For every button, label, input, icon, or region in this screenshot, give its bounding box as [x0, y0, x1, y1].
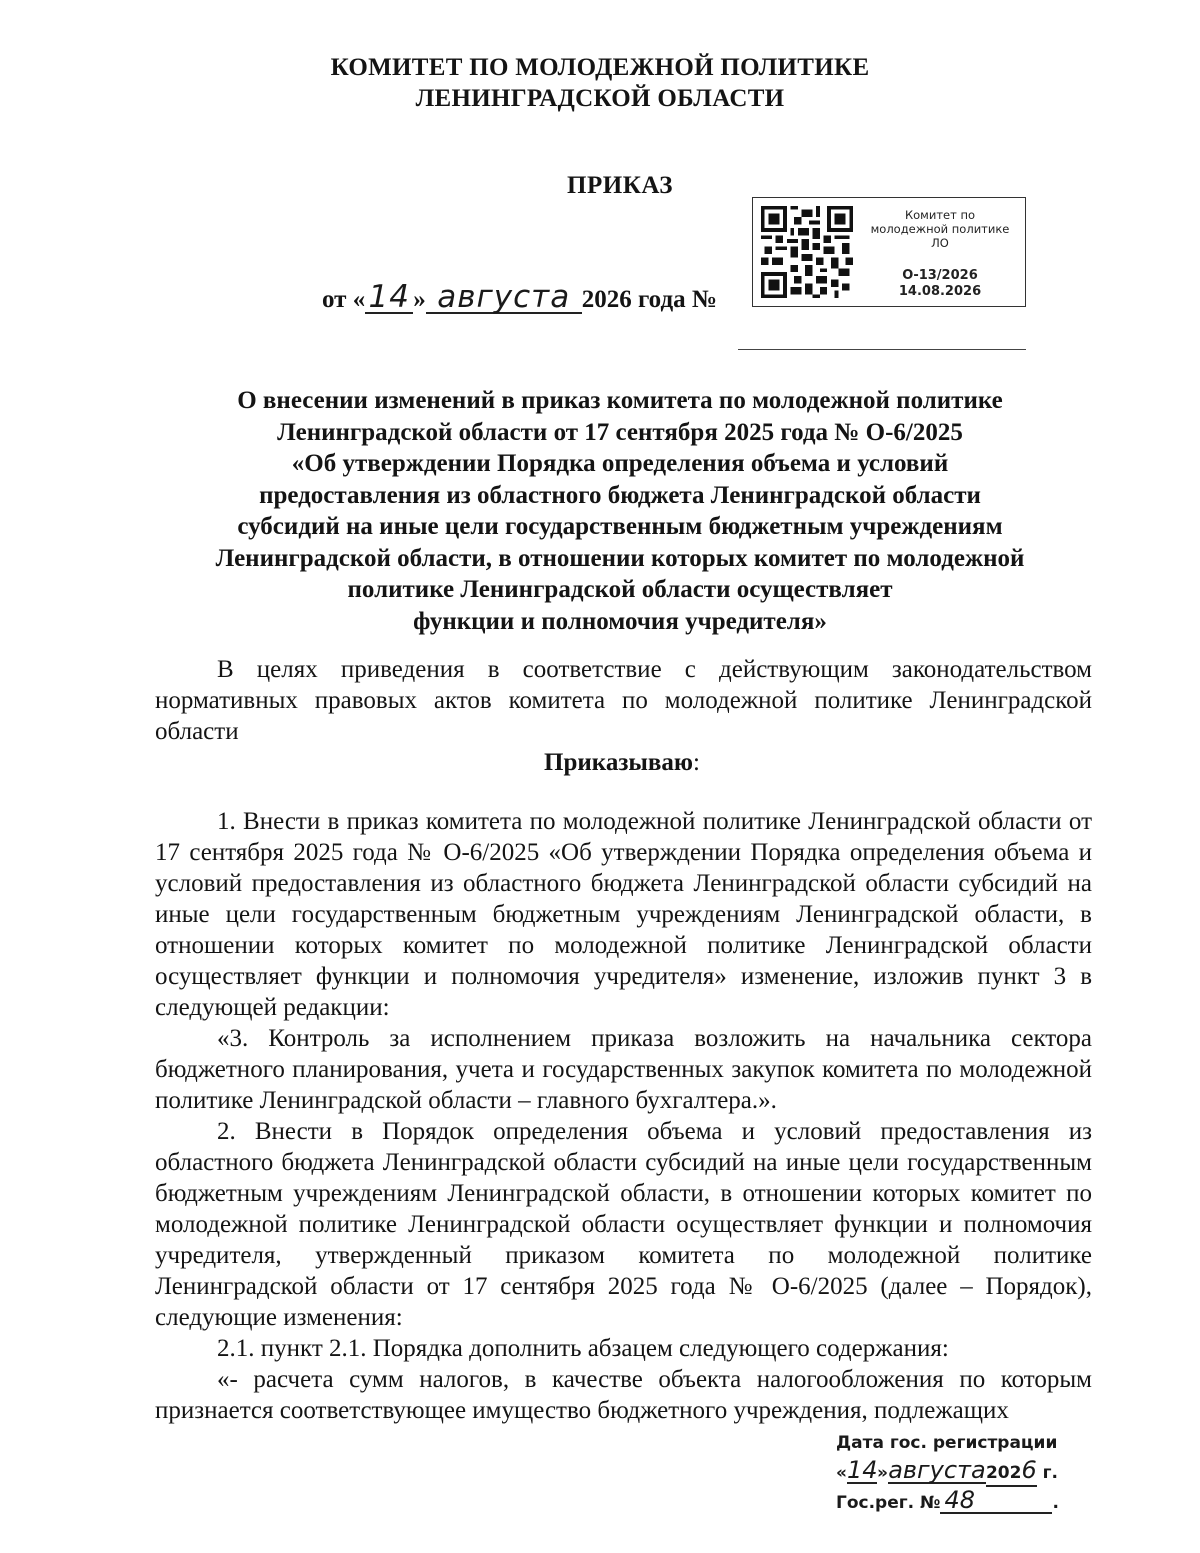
title-line: Ленинградской области от 17 сентября 2025 года № О-6/2025	[277, 418, 963, 446]
stamp-org-line-2: молодежной политике	[870, 222, 1010, 236]
issuer-line-1: КОМИТЕТ ПО МОЛОДЕЖНОЙ ПОЛИТИКЕ	[330, 54, 870, 81]
title-line: субсидий на иные цели государственным бюджетным учреждениям	[237, 513, 1003, 540]
body-paragraph: «3. Контроль за исполнением приказа возложить на начальника сектора бюджетного планирования, учета и государственных закупок комитета по молодежной политике Ленинградской области – главного бухгалтера.».	[155, 1025, 1092, 1114]
title-line: О внесении изменений в приказ комитета по молодежной политике	[237, 387, 1003, 414]
stamp-org-line-3: ЛО	[931, 236, 949, 250]
qr-code-icon	[761, 206, 853, 298]
body-paragraph: «- расчета сумм налогов, в качестве объекта налогообложения по которым признается соответствующее имущество бюджетного учреждения, подлежащих	[155, 1366, 1092, 1424]
reg-handwritten-day: 14	[846, 1456, 878, 1484]
issuer-line-2: ЛЕНИНГРАДСКОЙ ОБЛАСТИ	[415, 85, 785, 112]
reg-handwritten-number: 48	[940, 1488, 1052, 1514]
stamp-reg-date: 14.08.2026	[898, 284, 982, 299]
reg-open-quote: «	[836, 1463, 847, 1483]
registration-date-line	[836, 1458, 1086, 1488]
order-number-underline	[738, 349, 1026, 350]
body-paragraph: 1. Внести в приказ комитета по молодежной политике Ленинградской области от 17 сентября 2025 года № О-6/2025 «Об утверждении Порядка определения объема и условий предоставления из областного бюджета Ленинградской области субсидий на иные цели государственным бюджетным учреждениям Ленинградской области, в отношении которых комитет по молодежной политике Ленинградской области осуществляет функции и полномочия учредителя» изменение, изложив пункт 3 в следующей редакции:	[155, 808, 1092, 1021]
date-prefix: от «	[322, 286, 366, 313]
reg-year-suffix: г.	[1036, 1463, 1059, 1483]
body-paragraph: 2.1. пункт 2.1. Порядка дополнить абзацем следующего содержания:	[217, 1335, 949, 1362]
registration-number-line	[836, 1488, 1086, 1518]
order-directive-colon: :	[693, 749, 700, 776]
reg-year-prefix: 202	[985, 1463, 1022, 1483]
stamp-org-line-1: Комитет по	[904, 208, 976, 222]
registration-label: Дата гос. регистрации	[836, 1433, 1058, 1453]
preamble-paragraph: В целях приведения в соответствие с действующим законодательством нормативных правовых актов комитета по молодежной политике Ленинградской области	[155, 656, 1092, 745]
order-body	[155, 806, 1092, 1426]
title-line: политике Ленинградской области осуществляет	[347, 576, 893, 603]
document-type: ПРИКАЗ	[567, 172, 673, 199]
handwritten-day: 14	[365, 282, 413, 314]
stamp-registration	[857, 268, 1023, 300]
title-line: Ленинградской области, в отношении которых комитет по молодежной	[215, 544, 1025, 572]
reg-number-suffix: .	[1052, 1493, 1059, 1513]
order-title	[110, 385, 1130, 637]
reg-year-handwritten-digit: 6	[1021, 1456, 1037, 1484]
title-line: функции и полномочия учредителя»	[413, 607, 827, 635]
reg-handwritten-month: августа	[888, 1456, 986, 1484]
state-registration-block	[836, 1428, 1086, 1518]
order-directive	[0, 749, 1200, 777]
title-line: предоставления из областного бюджета Ленинградской области	[259, 481, 981, 509]
body-paragraph: 2. Внести в Порядок определения объема и условий предоставления из областного бюджета Ленинградской области субсидий на иные цели государственным бюджетным учреждениям Ленинградской области, в отношении которых комитет по молодежной политике Ленинградской области осуществляет функции и полномочия учредителя, утвержденный приказом комитета по молодежной политике Ленинградской области от 17 сентября 2025 года № О-6/2025 (далее – Порядок), следующие изменения:	[155, 1118, 1092, 1331]
stamp-organization	[857, 208, 1023, 250]
reg-close-quote: »	[876, 1463, 888, 1483]
title-line: «Об утверждении Порядка определения объема и условий	[291, 450, 949, 477]
order-date-line	[322, 279, 717, 315]
reg-year	[986, 1458, 1037, 1487]
preamble	[155, 654, 1092, 747]
handwritten-month: августа	[426, 282, 582, 314]
date-suffix: 2026 года №	[581, 286, 717, 313]
order-directive-word: Приказываю	[544, 749, 693, 776]
reg-number-label: Гос.рег. №	[836, 1493, 941, 1513]
registration-stamp	[752, 197, 1026, 307]
date-mid: »	[413, 286, 426, 313]
issuer-header	[0, 52, 1200, 114]
stamp-reg-number: О-13/2026	[902, 268, 978, 283]
